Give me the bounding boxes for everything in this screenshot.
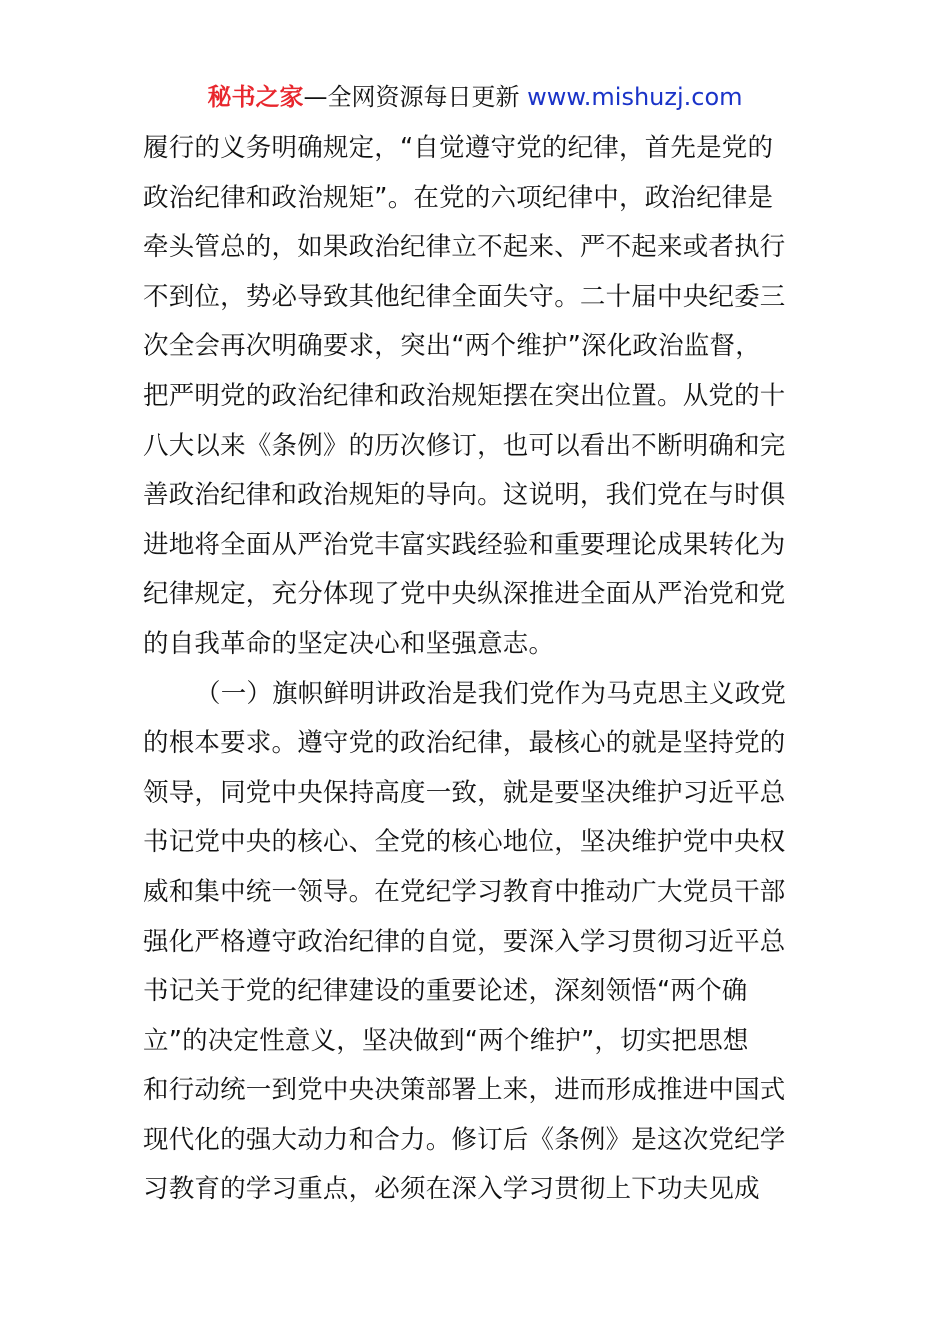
text-line: 把严明党的政治纪律和政治规矩摆在突出位置。从党的十 xyxy=(143,380,786,411)
text-line: 现代化的强大动力和合力。修订后《条例》是这次党纪学 xyxy=(143,1124,786,1155)
paragraph-heading-line: （一）旗帜鲜明讲政治是我们党作为马克思主义政党 xyxy=(195,678,787,709)
text-line: 领导，同党中央保持高度一致，就是要坚决维护习近平总 xyxy=(143,777,786,808)
text-line: 政治纪律和政治规矩”。在党的六项纪律中，政治纪律是 xyxy=(143,182,774,213)
text-line: 不到位，势必导致其他纪律全面失守。二十届中央纪委三 xyxy=(143,281,786,312)
text-line: 次全会再次明确要求，突出“两个维护”深化政治监督， xyxy=(143,331,761,362)
text-line: 纪律规定，充分体现了党中央纵深推进全面从严治党和党 xyxy=(143,579,786,610)
text-line: 的自我革命的坚定决心和坚强意志。 xyxy=(143,628,555,659)
text-line: 善政治纪律和政治规矩的导向。这说明，我们党在与时俱 xyxy=(143,480,786,511)
text-line: 书记党中央的核心、全党的核心地位，坚决维护党中央权 xyxy=(143,827,786,858)
text-line: 立”的决定性意义，坚决做到“两个维护”，切实把思想 xyxy=(143,1025,749,1056)
text-line: 牵头管总的，如果政治纪律立不起来、严不起来或者执行 xyxy=(143,232,786,263)
page-header xyxy=(0,80,950,114)
document-body xyxy=(143,124,809,1215)
site-url-link[interactable]: www.mishuzj.com xyxy=(527,83,743,111)
text-line: 威和集中统一领导。在党纪学习教育中推动广大党员干部 xyxy=(143,876,786,907)
text-line: 进地将全面从严治党丰富实践经验和重要理论成果转化为 xyxy=(143,529,786,560)
text-line: 强化严格遵守政治纪律的自觉，要深入学习贯彻习近平总 xyxy=(143,926,786,957)
text-line: 八大以来《条例》的历次修订，也可以看出不断明确和完 xyxy=(143,430,786,461)
text-line: 履行的义务明确规定，“自觉遵守党的纪律，首先是党的 xyxy=(143,133,774,163)
text-line: 习教育的学习重点，必须在深入学习贯彻上下功夫见成 xyxy=(143,1174,760,1205)
text-line: 和行动统一到党中央决策部署上来，进而形成推进中国式 xyxy=(143,1075,786,1106)
text-line: 书记关于党的纪律建设的重要论述，深刻领悟“两个确 xyxy=(143,976,748,1007)
text-line: 的根本要求。遵守党的政治纪律，最核心的就是坚持党的 xyxy=(143,728,786,759)
brand-name: 秘书之家 xyxy=(207,83,304,111)
header-tagline: —全网资源每日更新 xyxy=(303,83,528,111)
